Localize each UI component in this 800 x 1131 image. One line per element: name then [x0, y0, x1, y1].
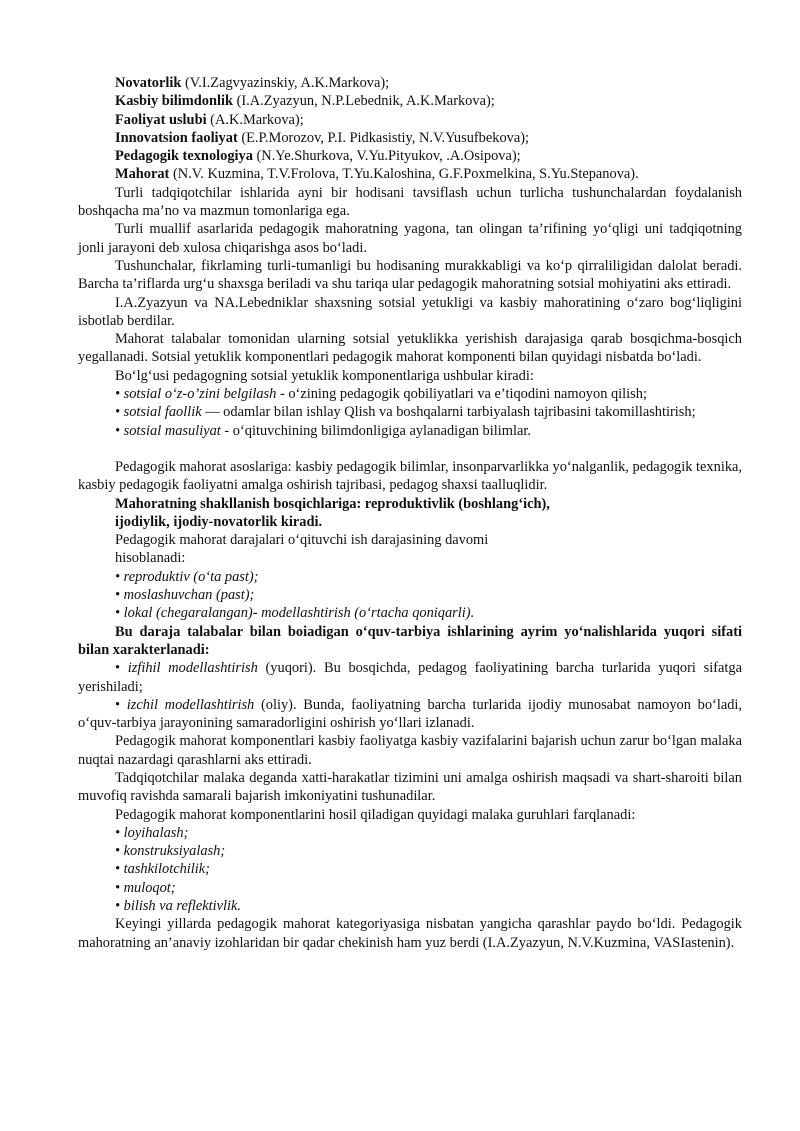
paragraph: Bo‘lg‘usi pedagogning sotsial yetuklik komponentlariga ushbular kiradi:: [115, 367, 534, 384]
paragraph: Pedagogik mahorat komponentlarini hosil qiladigan quyidagi malaka guruhlari farqlanadi:: [115, 806, 636, 823]
skill-item: • bilish va reflektivlik.: [115, 898, 241, 915]
level-item: • reproduktiv (o‘ta past);: [115, 568, 259, 585]
blank-line: [78, 440, 742, 458]
skill-item: • tashkilotchilik;: [115, 861, 210, 878]
paragraph: Keyingi yillarda pedagogik mahorat kategoriyasiga nisbatan yangicha qarashlar paydo bo‘ldi. Pedagogik mahoratning an’anaviy izohlaridan bir qadar chekinish ham yuz berdi (I.A.Zyazyun, N.V.Kuzmina, VASIastenin).: [78, 916, 742, 951]
paragraph: Mahorat talabalar tomonidan ularning sotsial yetuklikka yerishish darajasiga qarab bosqichma-bosqich yegallanadi. Sotsial yetuklik komponentlari pedagogik mahorat komponenti bilan quyidagi nisbatda bo‘ladi.: [78, 331, 742, 366]
term-line: Faoliyat uslubi (A.K.Markova);: [115, 111, 304, 128]
bullet-item: • izfihil modellashtirish (yuqori). Bu bosqichda, pedagog faoliyatining barcha turlarida yuqori sifatga yerishiladi;: [78, 660, 742, 695]
paragraph: Turli muallif asarlarida pedagogik mahoratning yagona, tan olingan ta’rifining yo‘qligi uni tadqiqotning jonli jarayoni deb xulosa chiqarishga asos bo‘ladi.: [78, 221, 742, 256]
bold-heading: ijodiylik, ijodiy-novatorlik kiradi.: [115, 513, 323, 530]
level-item: • lokal (chegaralangan)- modellashtirish (o‘rtacha qoniqarli).: [115, 605, 475, 622]
paragraph: Pedagogik mahorat komponentlari kasbiy faoliyatga kasbiy vazifalarini bajarish uchun zarur bo‘lgan malaka nuqtai nazardagi qarashlarni aks ettiradi.: [78, 733, 742, 768]
level-item: • moslashuvchan (past);: [115, 587, 255, 604]
term-line: Pedagogik texnologiya (N.Ye.Shurkova, V.Yu.Pityukov, .A.Osipova);: [115, 148, 521, 165]
paragraph: Tushunchalar, fikrlaming turli-tumanligi bu hodisaning murakkabligi va ko‘p qirraliligidan dalolat beradi. Barcha ta’riflarda urg‘u shaxsga beriladi va shu tariqa ular pedagogik mahoratning sotsial mohiyatini aks ettiradi.: [78, 257, 742, 293]
bullet-item: • sotsial masuliyat - o‘qituvchining bilimdonligiga aylanadigan bilimlar.: [115, 422, 531, 439]
bullet-item: • izchil modellashtirish (oliy). Bunda, faoliyatning barcha turlarida ijodiy munosabat namoyon bo‘ladi, o‘quv-tarbiya jarayonining samaradorligini oshirish yo‘llari izlanadi.: [78, 696, 743, 732]
bullet-item: • sotsial faollik — odamlar bilan ishlay Qlish va boshqalarni tarbiyalash tajribasini takomillashtirish;: [115, 404, 696, 421]
paragraph: I.A.Zyazyun va NA.Lebedniklar shaxsning sotsial yetukligi va kasbiy mahoratining o‘zaro bog‘liqligini isbotlab berdilar.: [78, 294, 742, 329]
skill-item: • muloqot;: [115, 879, 176, 896]
bold-heading: Bu daraja talabalar bilan boiadigan o‘quv-tarbiya ishlarining ayrim yo‘nalishlarida yuqori sifati bilan xarakterlanadi:: [78, 623, 742, 658]
term-line: Mahorat (N.V. Kuzmina, T.V.Frolova, T.Yu.Kaloshina, G.F.Poxmelkina, S.Yu.Stepanova).: [115, 166, 639, 183]
bullet-item: • sotsial o‘z-o’zini belgilash - o‘zining pedagogik qobiliyatlari va e’tiqodini namoyon qilish;: [115, 386, 647, 403]
paragraph: Pedagogik mahorat darajalari o‘qituvchi ish darajasining davomi: [115, 532, 489, 549]
term-line: Kasbiy bilimdonlik (I.A.Zyazyun, N.P.Lebednik, A.K.Markova);: [115, 93, 495, 110]
paragraph: hisoblanadi:: [115, 550, 186, 567]
term-line: Innovatsion faoliyat (E.P.Morozov, P.I. Pidkasistiy, N.V.Yusufbekova);: [115, 129, 530, 146]
term-line: Novatorlik (V.I.Zagvyazinskiy, A.K.Markova);: [115, 75, 390, 91]
skill-item: • loyihalash;: [115, 824, 189, 841]
paragraph: Turli tadqiqotchilar ishlarida ayni bir hodisani tavsiflash uchun turlicha tushunchalardan foydalanish boshqacha ma’no va mazmun tomonlariga ega.: [78, 184, 742, 220]
bold-heading: Mahoratning shakllanish bosqichlariga: reproduktivlik (boshlang‘ich),: [115, 495, 550, 512]
paragraph: Pedagogik mahorat asoslariga: kasbiy pedagogik bilimlar, insonparvarlikka yo‘nalganlik, pedagogik texnika, kasbiy pedagogik faoliyatni amalga oshirish tajribasi, pedagog shaxsi taalluqlidir.: [78, 458, 742, 494]
paragraph: Tadqiqotchilar malaka deganda xatti-harakatlar tizimini uni amalga oshirish maqsadi va shart-sharoiti bilan muvofiq ravishda samarali bajarish imkoniyatini tushunadilar.: [78, 769, 742, 805]
skill-item: • konstruksiyalash;: [115, 843, 226, 860]
